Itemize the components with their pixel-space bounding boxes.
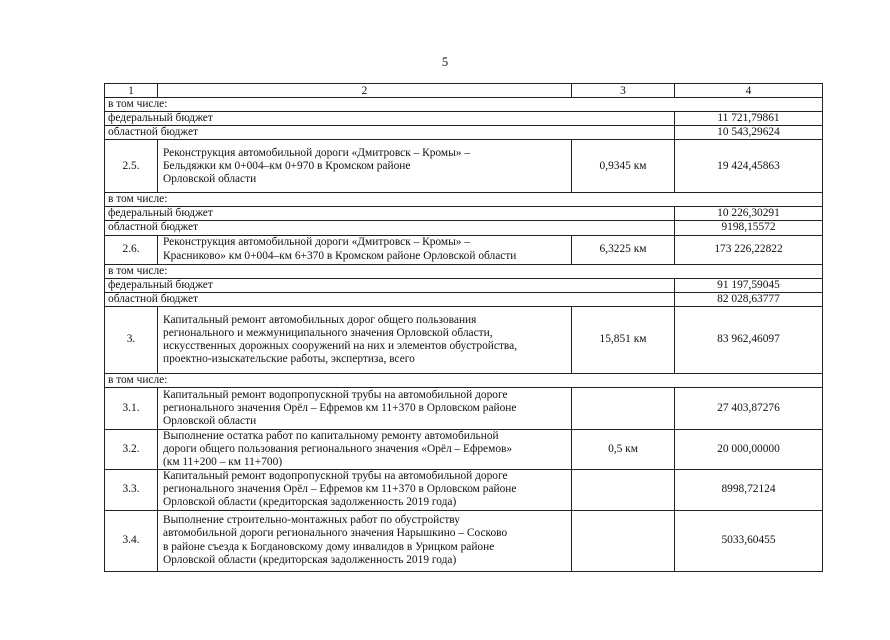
item-description [158,235,572,264]
item-value: 173 226,22822 [675,235,823,264]
budget-label: областной бюджет [105,292,675,306]
item-value: 83 962,46097 [675,306,823,373]
including-label: в том числе: [105,264,823,278]
description-line: проектно-изыскательские работы, экспертиза, всего [163,352,415,365]
description-line: Капитальный ремонт автомобильных дорог общего пользования [163,313,477,326]
item-number: 3.4. [105,510,158,571]
item-value: 8998,72124 [675,470,823,510]
budget-value: 10 226,30291 [675,207,823,221]
item-description [158,140,572,193]
budget-table [104,83,823,572]
item-length: 0,9345 км [572,140,675,193]
item-length [572,510,675,571]
description-line: регионального значения Орёл – Ефремов км 11+370 в Орловском районе [163,483,517,496]
budget-label: областной бюджет [105,221,675,235]
description-line: Реконструкция автомобильной дороги «Дмитровск – Кромы» – [163,146,471,159]
description-line: Реконструкция автомобильной дороги «Дмитровск – Кромы» – [163,236,471,249]
including-label: в том числе: [105,193,823,207]
description-line: Выполнение строительно-монтажных работ по обустройству [163,514,460,527]
item-value: 27 403,87276 [675,387,823,429]
description-line: Орловской области (кредиторская задолженность 2019 года) [163,496,457,509]
description-line: Красниково» км 0+004–км 6+370 в Кромском районе Орловской области [163,249,517,262]
table-row [105,98,823,112]
item-description [158,306,572,373]
table-row [105,292,823,306]
item-description [158,510,572,571]
table-row [105,126,823,140]
page-number: 5 [441,55,449,69]
description-line: автомобильной дороги регионального значения Нарышкино – Сосково [163,527,508,540]
description-line: Бельдяжки км 0+004–км 0+970 в Кромском районе [163,159,411,172]
table-row [105,306,823,373]
item-length: 0,5 км [572,429,675,469]
item-number: 2.6. [105,235,158,264]
description-line: искусственных дорожных сооружений на них и элементов обустройства, [163,339,518,352]
description-line: Орловской области [163,172,257,185]
table-row [105,140,823,193]
budget-value: 91 197,59045 [675,278,823,292]
budget-value: 82 028,63777 [675,292,823,306]
budget-label: федеральный бюджет [105,112,675,126]
table-row [105,207,823,221]
item-description [158,470,572,510]
item-number: 2.5. [105,140,158,193]
item-number: 3. [105,306,158,373]
header-cell-3: 3 [572,84,675,98]
description-line: Орловской области [163,414,257,427]
table-row [105,510,823,571]
table-row [105,112,823,126]
item-length [572,387,675,429]
item-description [158,387,572,429]
description-line: Капитальный ремонт водопропускной трубы на автомобильной дороге [163,388,508,401]
item-number: 3.1. [105,387,158,429]
budget-label: федеральный бюджет [105,207,675,221]
table-row [105,264,823,278]
table-row [105,221,823,235]
description-line: Выполнение остатка работ по капитальному ремонту автомобильной [163,429,499,442]
header-cell-1: 1 [105,84,158,98]
table-row [105,387,823,429]
budget-label: областной бюджет [105,126,675,140]
item-number: 3.3. [105,470,158,510]
item-value: 20 000,00000 [675,429,823,469]
description-line: (км 11+200 – км 11+700) [163,456,283,469]
description-line: регионального и межмуниципального значения Орловской области, [163,326,493,339]
item-length: 15,851 км [572,306,675,373]
description-line: в районе съезда к Богдановскому дому инвалидов в Урицком районе [163,540,495,553]
table-header-row [105,84,823,98]
table-row [105,278,823,292]
budget-value: 10 543,29624 [675,126,823,140]
budget-value: 11 721,79861 [675,112,823,126]
item-description [158,429,572,469]
header-cell-2: 2 [158,84,572,98]
item-value: 19 424,45863 [675,140,823,193]
including-label: в том числе: [105,373,823,387]
table-row [105,235,823,264]
description-line: дороги общего пользования регионального значения «Орёл – Ефремов» [163,443,513,456]
description-line: регионального значения Орёл – Ефремов км 11+370 в Орловском районе [163,401,517,414]
table-row [105,429,823,469]
table-row [105,470,823,510]
item-number: 3.2. [105,429,158,469]
budget-value: 9198,15572 [675,221,823,235]
table-row [105,193,823,207]
including-label: в том числе: [105,98,823,112]
description-line: Капитальный ремонт водопропускной трубы на автомобильной дороге [163,470,508,483]
budget-label: федеральный бюджет [105,278,675,292]
item-length [572,470,675,510]
description-line: Орловской области (кредиторская задолженность 2019 года) [163,553,457,566]
item-value: 5033,60455 [675,510,823,571]
item-length: 6,3225 км [572,235,675,264]
header-cell-4: 4 [675,84,823,98]
table-row [105,373,823,387]
